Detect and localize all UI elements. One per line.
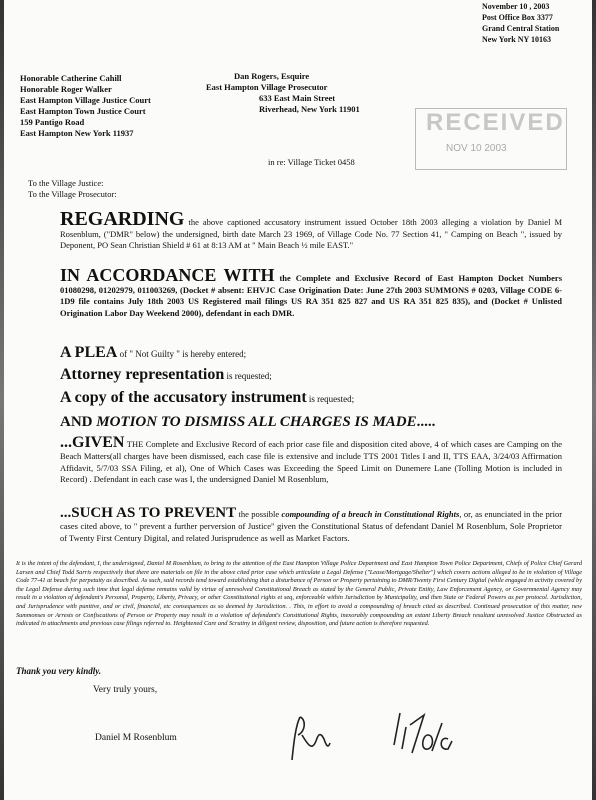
regarding-paragraph (60, 210, 562, 252)
given-heading: ...GIVEN (60, 434, 125, 451)
motion-heading (60, 414, 560, 431)
attorney-heading: Attorney representation (60, 366, 225, 383)
recipients-left (20, 73, 151, 139)
prevent-heading: ...SUCH AS TO PREVENT (60, 505, 237, 521)
prevent-text-b: , or, as enunciated in the prior cases cited above, to " prevent a further perversion of Justice" given the Constitutional Status of defendant Daniel M Rosenblum, Sole Proprietor of Twenty First Century Digital, and related Jurisprudence as well as Market Factors. (60, 509, 563, 543)
right-scan-edge (592, 0, 596, 800)
salutation (28, 178, 117, 200)
given-text: THE Complete and Exclusive Record of each prior case file and disposition cited above, 4 of which cases are Camping on the Beach Matters(all charges have been dismissed, each case file is extensive and include TTS 2001 Titles I and II, TTS EAA, 3/24/03 Affirmation Affidavit, 5/7/03 SSA Filing, et al), One of Which Cases was Exceeding the Speed Limit on Dunemere Lane (Tolling Motion is included in Record) . Defendant in each case was I, the undersigned Daniel M Rosenblum, (60, 439, 562, 484)
left-scan-edge (0, 0, 4, 800)
signer-name: Daniel M Rosenblum (95, 733, 177, 743)
motion-prefix: AND (60, 414, 93, 430)
handwritten-signature (282, 705, 482, 765)
recipient-left-line: Honorable Catherine Cahill (20, 73, 122, 83)
salutation-justice: To the Village Justice: (28, 178, 104, 188)
recipient-middle-line: 633 East Main Street (259, 93, 336, 103)
plea-text: of " Not Guilty " is hereby entered; (119, 349, 247, 359)
accordance-paragraph (60, 266, 562, 319)
copy-text: is requested; (308, 394, 355, 404)
given-paragraph (60, 435, 562, 486)
stamp-date: NOV 10 2003 (446, 143, 507, 154)
salutation-prosecutor: To the Village Prosecutor: (28, 189, 117, 199)
stamp-text: RECEIVED (426, 109, 565, 136)
prevent-paragraph (60, 506, 562, 544)
attorney-text: is requested; (226, 371, 272, 381)
recipient-left-line: East Hampton New York 11937 (20, 128, 134, 138)
regarding-text: the above captioned accusatory instrument issued October 18th 2003 alleging a violation by Daniel M Rosenblum, ("DMR" below) the undersigned, birth date March 23 1969, of Village Code No. 77 Section 41, " Camping on Beach ", issued by Deponent, PO Sean Christian Shield # 61 at 8:13 AM at " Main Beach ½ mile EAST." (60, 217, 563, 250)
return-address-line-2: Grand Central Station (482, 24, 560, 33)
closing-valediction: Very truly yours, (93, 685, 158, 695)
return-address (482, 1, 559, 45)
copy-heading: A copy of the accusatory instrument (60, 389, 307, 406)
motion-suffix: ..... (416, 414, 436, 430)
accordance-heading: IN ACCORDANCE WITH (60, 265, 275, 285)
closing-thanks: Thank you very kindly. (16, 666, 102, 676)
prevent-text-a: the possible (238, 509, 280, 519)
regarding-heading: REGARDING (60, 208, 185, 230)
re-line: in re: Village Ticket 0458 (268, 157, 355, 167)
recipient-left-line: East Hampton Village Justice Court (20, 95, 151, 105)
motion-italic: MOTION TO DISMISS ALL CHARGES IS MADE (96, 414, 417, 430)
fine-print: It is the intent of the defendant, I, the undersigned, Daniel M Rosenblum, to bring to the attention of the East Hampton Village Police Department and East Hampton Town Police Department, Chiefs of Police Chief Gerard Larsen and Chief Todd Sarris respectively that there are materials on file in the above cited prior case which articulate a Legal Defense ("Lease/Mortgage/Shelter") which covers actions alleged to be in violation of Village Code 77-41 at beach for perpetuity as described. As such, said records tend toward establishing that a disturbance of Person or Property pertaining to DMR/Twenty First Century Digital (while engaged in activity covered by the Legal Defense during such time that legal defense remains valid by virtue of unresolved Constitutional Breach as stated by the General Public, Private Entity, Law Enforcement Agency, or Governmental Agency may result in a violation of defendant's Personal, Property, Liberty, Privacy, or other Constitutional rights et seq, enforceable within Jurisdiction by Municipality, and then State or Federal Powers as per protocol. Jurisdiction, and Jurisprudence with punitive, and or civil, financial, etc consequences as so deemed by Jurisdiction. . This, in effort to avoid a compounding of breach cited as described. Continued prosecution of this matter, new Summonses or Arrests or Confiscations of Person or Property may result in a violation of defendant's Constitutional Rights, inexorably compounding an extant Liberty Breach resultant unresolved Justice Obstructed as indicated in attachments and previous case filings referred to. Heightened Care and Scrutiny in diligent review, disposition, and future action is therefore requested. (16, 560, 582, 628)
date-line: November 10 , 2003 (482, 2, 550, 11)
recipient-middle-line: East Hampton Village Prosecutor (206, 82, 328, 92)
return-address-line-3: New York NY 10163 (482, 35, 551, 44)
recipient-left-line: 159 Pantigo Road (20, 117, 85, 127)
recipient-middle-line: Dan Rogers, Esquire (234, 71, 310, 81)
recipient-middle-line: Riverhead, New York 11901 (259, 104, 360, 114)
plea-block (60, 343, 560, 410)
received-stamp (415, 108, 567, 170)
recipient-left-line: East Hampton Town Justice Court (20, 106, 146, 116)
return-address-line-1: Post Office Box 3377 (482, 13, 553, 22)
recipients-middle (206, 71, 360, 115)
recipient-left-line: Honorable Roger Walker (20, 84, 112, 94)
prevent-italic: compounding of a breach in Constitutional Rights (281, 509, 460, 519)
accordance-text: the Complete and Exclusive Record of East Hampton Docket Numbers 01080298, 01202979, 011003269, (Docket # absent: EHVJC Case Origination Date: June 27th 2003 SUMMONS # 0203, Village CODE 6-1D9 file contains July 18th 2003 US Registered mail filings US RA 351 825 827 and US RA 351 825 835), and (Docket # Unlisted Origination Labor Day Weekend 2000), defendant in each DMR. (60, 273, 563, 318)
plea-heading: A PLEA (60, 344, 118, 361)
